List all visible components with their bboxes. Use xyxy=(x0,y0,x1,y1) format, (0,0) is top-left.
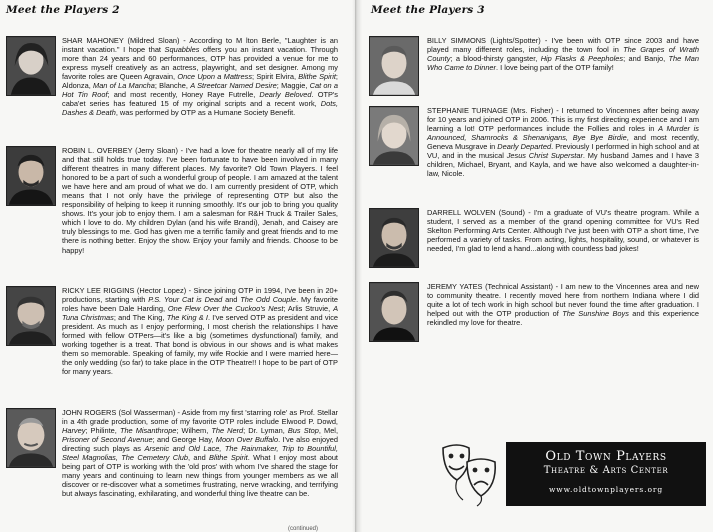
bio-segment: ; Maggie, xyxy=(276,81,310,91)
bio-text xyxy=(62,286,338,376)
bio-ricky-lee-riggins xyxy=(6,286,338,406)
bio-segment: . My favorite roles have been Dale Harding, xyxy=(62,295,338,314)
bio-segment: ; and Banjo, xyxy=(623,54,669,64)
title-reference: Prisoner of Second Avenue xyxy=(62,435,153,445)
player-name: JEREMY YATES xyxy=(427,282,483,291)
bio-segment: - I returned to Vincennes after being away for 10 years and joined OTP in 2006. This is my first directing experience and I am learning a lot! OTP performances include the Follies and roles in xyxy=(427,106,699,134)
title-reference: Once Upon a Mattress xyxy=(177,72,253,82)
bio-text xyxy=(427,36,699,72)
bio-segment: ; and The King, xyxy=(113,313,167,323)
player-role: (Sol Wasserman) xyxy=(118,408,176,417)
title-reference: Dots, Dashes & Death xyxy=(62,99,338,118)
bio-text xyxy=(427,106,699,178)
logo-title: Old Town Players xyxy=(545,449,667,464)
bio-segment: , and xyxy=(187,453,210,463)
title-reference: A Streetcar Named Desire xyxy=(190,81,277,91)
bio-robin-overbey xyxy=(6,146,338,278)
bio-segment: ; and George Hay, xyxy=(152,435,216,445)
page-heading: Meet the Players 3 xyxy=(371,4,485,16)
bio-shar-mahoney xyxy=(6,36,338,140)
title-reference: Hip Flasks & Peepholes xyxy=(540,54,624,64)
page-heading: Meet the Players 2 xyxy=(6,4,120,16)
bio-segment: ; Spirit Elvira, xyxy=(252,72,299,82)
bio-jeremy-yates xyxy=(369,282,699,352)
title-reference: The King & I xyxy=(166,313,208,323)
title-reference: A Tuna Christmas xyxy=(62,304,338,323)
bio-segment: . My husband James and I have 3 children, Michael, Bryant, and Kayla, and we have also welcomed a daughter-in-law, Nicole. xyxy=(427,151,699,179)
bio-segment: offers you an instant vacation. Through more than 24 years and 60 performances, OTP has provided a venue for me to express myself creatively as an actress, playwright, and set designer. Among my favorite roles are Queen Agravain, xyxy=(62,45,338,82)
bio-stephanie-turnage xyxy=(369,106,699,202)
left-page xyxy=(0,0,356,532)
player-role: (Mildred Sloan) xyxy=(127,36,180,45)
player-name: ROBIN L. OVERBEY xyxy=(62,146,133,155)
title-reference: The Nerd xyxy=(211,426,244,436)
bio-segment: , and most recently, Geneva Musgrave in xyxy=(427,133,699,152)
right-page xyxy=(357,0,713,532)
logo-subtitle: Theatre & Arts Center xyxy=(543,465,669,476)
title-reference: Man of La Mancha xyxy=(93,81,155,91)
title-reference: The Misanthrope xyxy=(119,426,177,436)
title-reference: Arsenic and Old Lace, The Rainmaker, Trip to Bountiful, Steel Magnolias, The Cemetery Club xyxy=(62,444,338,463)
player-name: STEPHANIE TURNAGE xyxy=(427,106,508,115)
page-fold xyxy=(352,0,362,532)
bio-segment: ; Dr. Lyman, xyxy=(243,426,288,436)
title-reference: Squabbles xyxy=(164,45,200,55)
headshot-photo xyxy=(6,146,56,206)
theatre-masks-icon xyxy=(437,440,501,508)
title-reference: The Man Who Came to Dinner xyxy=(427,54,699,73)
bio-segment: - I've had a love for theatre nearly all of my life and that still holds true today. I've been fortunate to have been involved in many different theatres in many different places. My favorite? Old Town Players. I feel honored to be a part of such a wonderful group of people. I am amazed at the talent we have here and am proud of what we do. I am currently president of OTP, which means that I not only have the privilege of representing OTP but also the responsibility of helping to keep it running smoothly. It's our job to bring you quality shows. It's your job to enjoy them. I am a salesman for R&H Truck & Trailer Sales, which I love to do. My children Dylan (and his wife Brandi), Jenah, and Caisey are truly blessings to me. God has given me a terrific family and great friends and to me there is nothing better. Enjoy the show. Enjoy your family and friends. Choose to be happy! xyxy=(62,146,338,255)
player-name: JOHN ROGERS xyxy=(62,408,117,417)
player-role: (Technical Assistant) xyxy=(485,282,554,291)
bio-segment: . What I enjoy most about being part of OTP is working with the 'old pros' with whom I've shared the stage for many years and continuing to learn new things from younger members as we all discover or re-discover what a sometimes frustrating, nerve wracking, and terrifying but always fascinating, exhilarating, and wonderful thing live theatre can be. xyxy=(62,453,338,499)
bio-segment: - Since joining OTP in 1994, I've been in 20+ productions, starting with xyxy=(62,286,338,305)
title-reference: Blithe Spirit xyxy=(298,72,336,82)
title-reference: Cat on a Hot Tin Roof xyxy=(62,81,338,100)
bio-text xyxy=(62,408,338,498)
bio-segment: - I'm a graduate of VU's theatre program. While a student, I served as a member of the grand opening committee for VU's Red Skelton Performing Arts Center. Although I've just been with OTP a short time, I've performed a variety of tasks. From acting, lights, hospitality, sound, or whatever is needed, I'm glad to lend a hand...along with countless bad jokes! xyxy=(427,208,699,254)
title-reference: Harvey xyxy=(62,426,86,436)
bio-segment: - I am new to the Vincennes area and new to community theatre. I recently moved here from northern Indiana where I did quite a lot of tech work in high school but never found the time after graduation. I helped out with the OTP production of xyxy=(427,282,700,319)
bio-segment: . I've also enjoyed directing such plays as xyxy=(62,435,338,454)
bio-segment: - According to M lton Berle, "Laughter is an instant vacation." I hope that xyxy=(62,36,338,55)
bio-text xyxy=(427,282,699,327)
bio-segment: and xyxy=(222,295,241,305)
title-reference: The Odd Couple xyxy=(240,295,297,305)
bio-text xyxy=(427,208,699,253)
otp-logo xyxy=(506,442,706,506)
bio-segment: ; a blood-thirsty gangster, xyxy=(450,54,541,64)
bio-segment: , was performed by OTP as a Humane Society Benefit. xyxy=(115,108,296,118)
player-role: (Jerry Sloan) xyxy=(135,146,178,155)
headshot-photo xyxy=(369,282,419,342)
bio-segment: ; Blanche, xyxy=(154,81,191,91)
title-reference: The Sunshine Boys xyxy=(562,309,629,319)
headshot-photo xyxy=(6,286,56,346)
title-reference: Jesus Christ Superstar xyxy=(506,151,583,161)
bio-segment: ; Aldonza, xyxy=(62,72,338,91)
bio-segment: . OTP's caba'et series has featured 15 of my original scripts and a recent work, xyxy=(62,90,338,109)
bio-text xyxy=(62,36,338,117)
player-role: (Hector Lopez) xyxy=(136,286,187,295)
bio-segment: - Aside from my first 'starring role' as Prof. Stellar in a 4th grade production, some of my favorite OTP roles include Elwood P. Dowd, xyxy=(62,408,339,427)
bio-segment: , Mel, xyxy=(318,426,338,436)
bio-segment: ; Arlis Struvie, xyxy=(283,304,334,314)
bio-segment: . Previously I performed in high school and at VU, and in the musical xyxy=(427,142,699,161)
title-reference: Dearly Departed xyxy=(497,142,552,152)
bio-billy-simmons xyxy=(369,36,699,96)
bio-john-rogers xyxy=(6,408,338,530)
title-reference: A Murder is Announced, Shamrocks & Shenanigans, Bye Bye Birdie xyxy=(427,124,700,143)
headshot-photo xyxy=(369,36,419,96)
headshot-photo xyxy=(369,208,419,268)
title-reference: Bus Stop xyxy=(287,426,319,436)
bio-text xyxy=(62,146,338,255)
bio-segment: ; Wilhem, xyxy=(176,426,212,436)
bio-darrell-wolven xyxy=(369,208,699,276)
player-role: (Sound) xyxy=(498,208,525,217)
player-name: RICKY LEE RIGGINS xyxy=(62,286,135,295)
bio-segment: ; Philinte, xyxy=(85,426,120,436)
headshot-photo xyxy=(369,106,419,166)
title-reference: P.S. Your Cat is Dead xyxy=(148,295,223,305)
headshot-photo xyxy=(6,408,56,468)
player-name: BILLY SIMMONS xyxy=(427,36,486,45)
continued-note: (continued) xyxy=(288,526,319,532)
bio-segment: . I love being part of the OTP family! xyxy=(496,63,614,73)
title-reference: One Flew Over the Cuckoo's Nest xyxy=(167,304,284,314)
bio-segment: - I've been with OTP since 2003 and have played many different roles, including the town fool in xyxy=(427,36,699,55)
bio-segment: and this experience rekindled my love for theatre. xyxy=(427,309,699,328)
player-role: (Mrs. Fisher) xyxy=(510,106,554,115)
title-reference: Dearly Beloved xyxy=(259,90,312,100)
website-url: www.oldtownplayers.org xyxy=(548,485,664,494)
headshot-photo xyxy=(6,36,56,96)
title-reference: Blithe Spirit xyxy=(209,453,248,463)
player-name: SHAR MAHONEY xyxy=(62,36,124,45)
player-name: DARRELL WOLVEN xyxy=(427,208,496,217)
title-reference: The Grapes of Wrath County xyxy=(427,45,699,64)
bio-segment: ; and most recently, Honey Raye Futrelle, xyxy=(107,90,260,100)
player-role: (Lights/Spotter) xyxy=(490,36,541,45)
bio-segment: . I've served OTP as president and vice president. As much as I enjoy performing, I most cherish the relationships I have formed with fellow OTPers—it's like a big (sometimes dysfunctional) family, and working together is a treat. That bond is obvious in our shows and is what makes them so memorable. Speaking of family, my wife Rockie and I were married here—the only wedding (so far) to take place in the OTP Theatre!! I hope to be part of OTP for many years. xyxy=(62,313,339,377)
title-reference: Moon Over Buffalo xyxy=(215,435,279,445)
